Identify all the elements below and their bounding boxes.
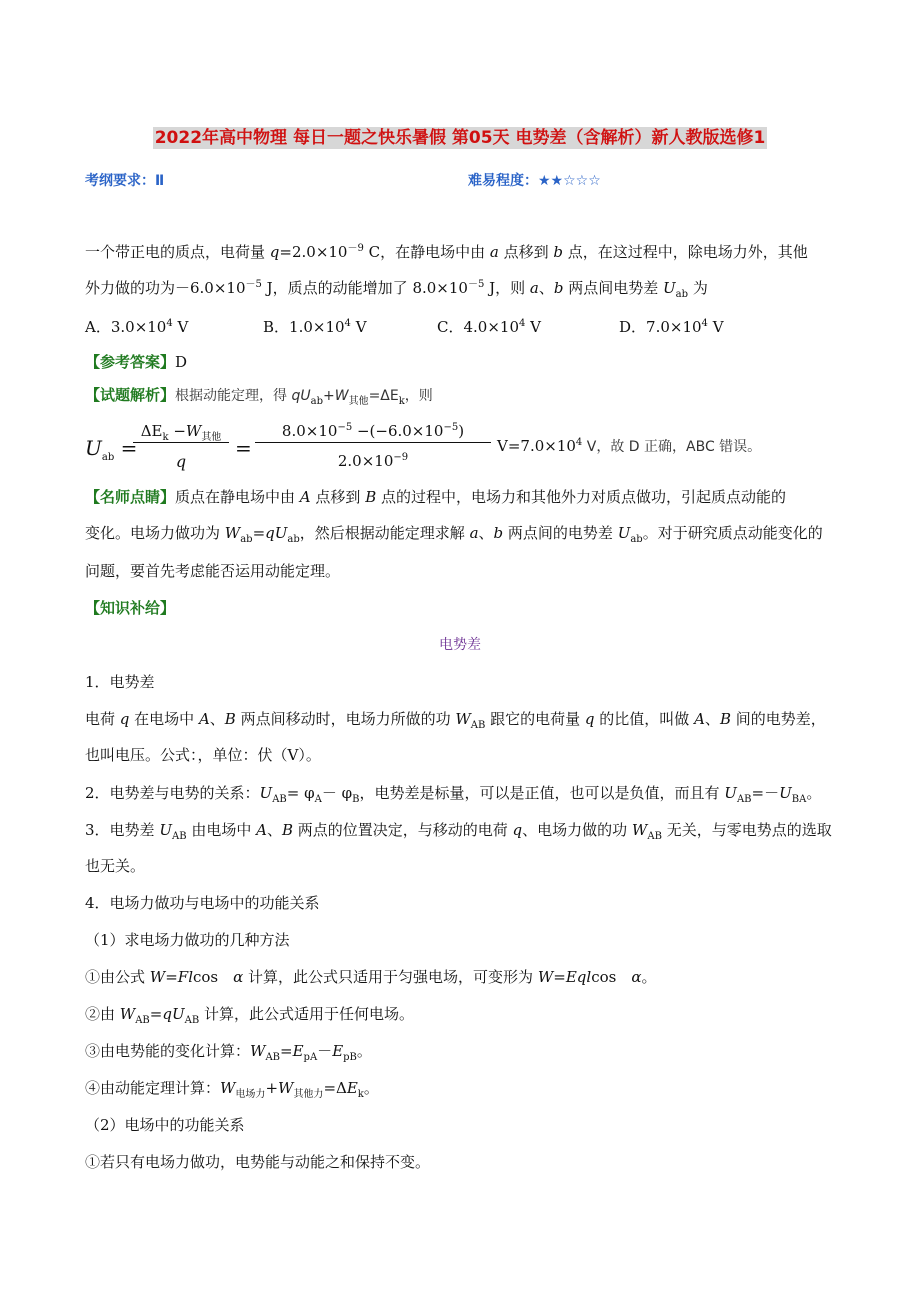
analysis-formula: $U_{ab}$ = $\Delta E_k -W_{其他}$ q = $8.0\times 10^{-5} -(-6.0\times 10^{-5})$ $2.0\times 10^{-9}$ $V=7.0\times 10^4$ V，故 D 正确，ABC 错误。 [85,422,762,471]
section-1-line-2: 也叫电压。公式：，单位：伏（V）。 [85,746,321,764]
method-3: ③由电势能的变化计算：$W_{AB}=E_{pA}-E_{pB}$。 [85,1042,372,1063]
section-1-title: 1．电势差 [85,673,155,691]
option-d: D．$7.0\times 10^4$ V [619,318,724,336]
section-4-title: 4．电场力做功与电场中的功能关系 [85,894,320,912]
tip-line-2: 变化。电场力做功为 $W_{ab}=qU_{ab}$，然后根据动能定理求解 a、b 两点间的电势差 $U_{ab}$。对于研究质点动能变化的 [85,524,823,545]
section-3-line-1: 3．电势差 $U_{AB}$ 由电场中 A、B 两点的位置决定，与移动的电荷 q、电场力做的功 $W_{AB}$ 无关，与零电势点的选取 [85,821,832,842]
method-1: ①由公式 W=Flcos α 计算，此公式只适用于匀强电场，可变形为 W=Eqlcos α。 [85,968,657,986]
method-4: ④由动能定理计算：$W_{电场力}+W_{其他力}=\Delta E_k$。 [85,1079,379,1100]
option-b: B．$1.0\times 10^4$ V [263,318,367,336]
reference-answer: 【参考答案】D [85,353,188,371]
section-1-line-1: 电荷 q 在电场中 A、B 两点间移动时，电场力所做的功 $W_{AB}$ 跟它的电荷量 q 的比值，叫做 A、B 间的电势差， [85,710,826,731]
relation-1: ①若只有电场力做功，电势能与动能之和保持不变。 [85,1153,431,1171]
option-a: A．$3.0\times 10^4$ V [85,318,189,336]
section-4-2-title: （2）电场中的功能关系 [85,1116,245,1134]
analysis-line: 【试题解析】根据动能定理，得 $qU_{ab}+W_{其他}=\Delta E_k$，则 [85,386,433,407]
method-2: ②由 $W_{AB}=qU_{AB}$ 计算，此公式适用于任何电场。 [85,1005,414,1026]
document-title: 2022年高中物理 每日一题之快乐暑假 第05天 电势差（含解析）新人教版选修1 [154,128,766,148]
exam-requirement: 考纲要求：Ⅱ [85,173,165,189]
supplement-tag: 【知识补给】 [85,599,176,617]
section-2: 2．电势差与电势的关系：$U_{AB}= \varphi_A- \varphi_B$，电势差是标量，可以是正值，也可以是负值，而且有 $U_{AB}=-U_{BA}$。 [85,784,822,805]
option-c: C．$4.0\times 10^4$ V [437,318,541,336]
section-4-1-title: （1）求电场力做功的几种方法 [85,931,290,949]
tip-line-3: 问题，要首先考虑能否运用动能定理。 [85,562,341,580]
supplement-heading: 电势差 [439,637,481,653]
tip-line-1: 【名师点睛】质点在静电场中由 A 点移到 B 点的过程中，电场力和其他外力对质点做功，引起质点动能的 [85,488,786,506]
question-line-1: 一个带正电的质点，电荷量 $q=2.0\times 10^{-9}$ C，在静电场中由 a 点移到 b 点，在这过程中，除电场力外，其他 [85,243,808,261]
difficulty-stars: ★★☆☆☆ [538,173,601,189]
section-3-line-2: 也无关。 [85,857,146,875]
question-line-2: 外力做的功为$-6.0\times 10^{-5}$ J，质点的动能增加了 $8.0\times 10^{-5}$ J，则 a、b 两点间电势差 $U_{ab}$ 为 [85,279,708,300]
difficulty-level: 难易程度：★★☆☆☆ [468,173,601,189]
